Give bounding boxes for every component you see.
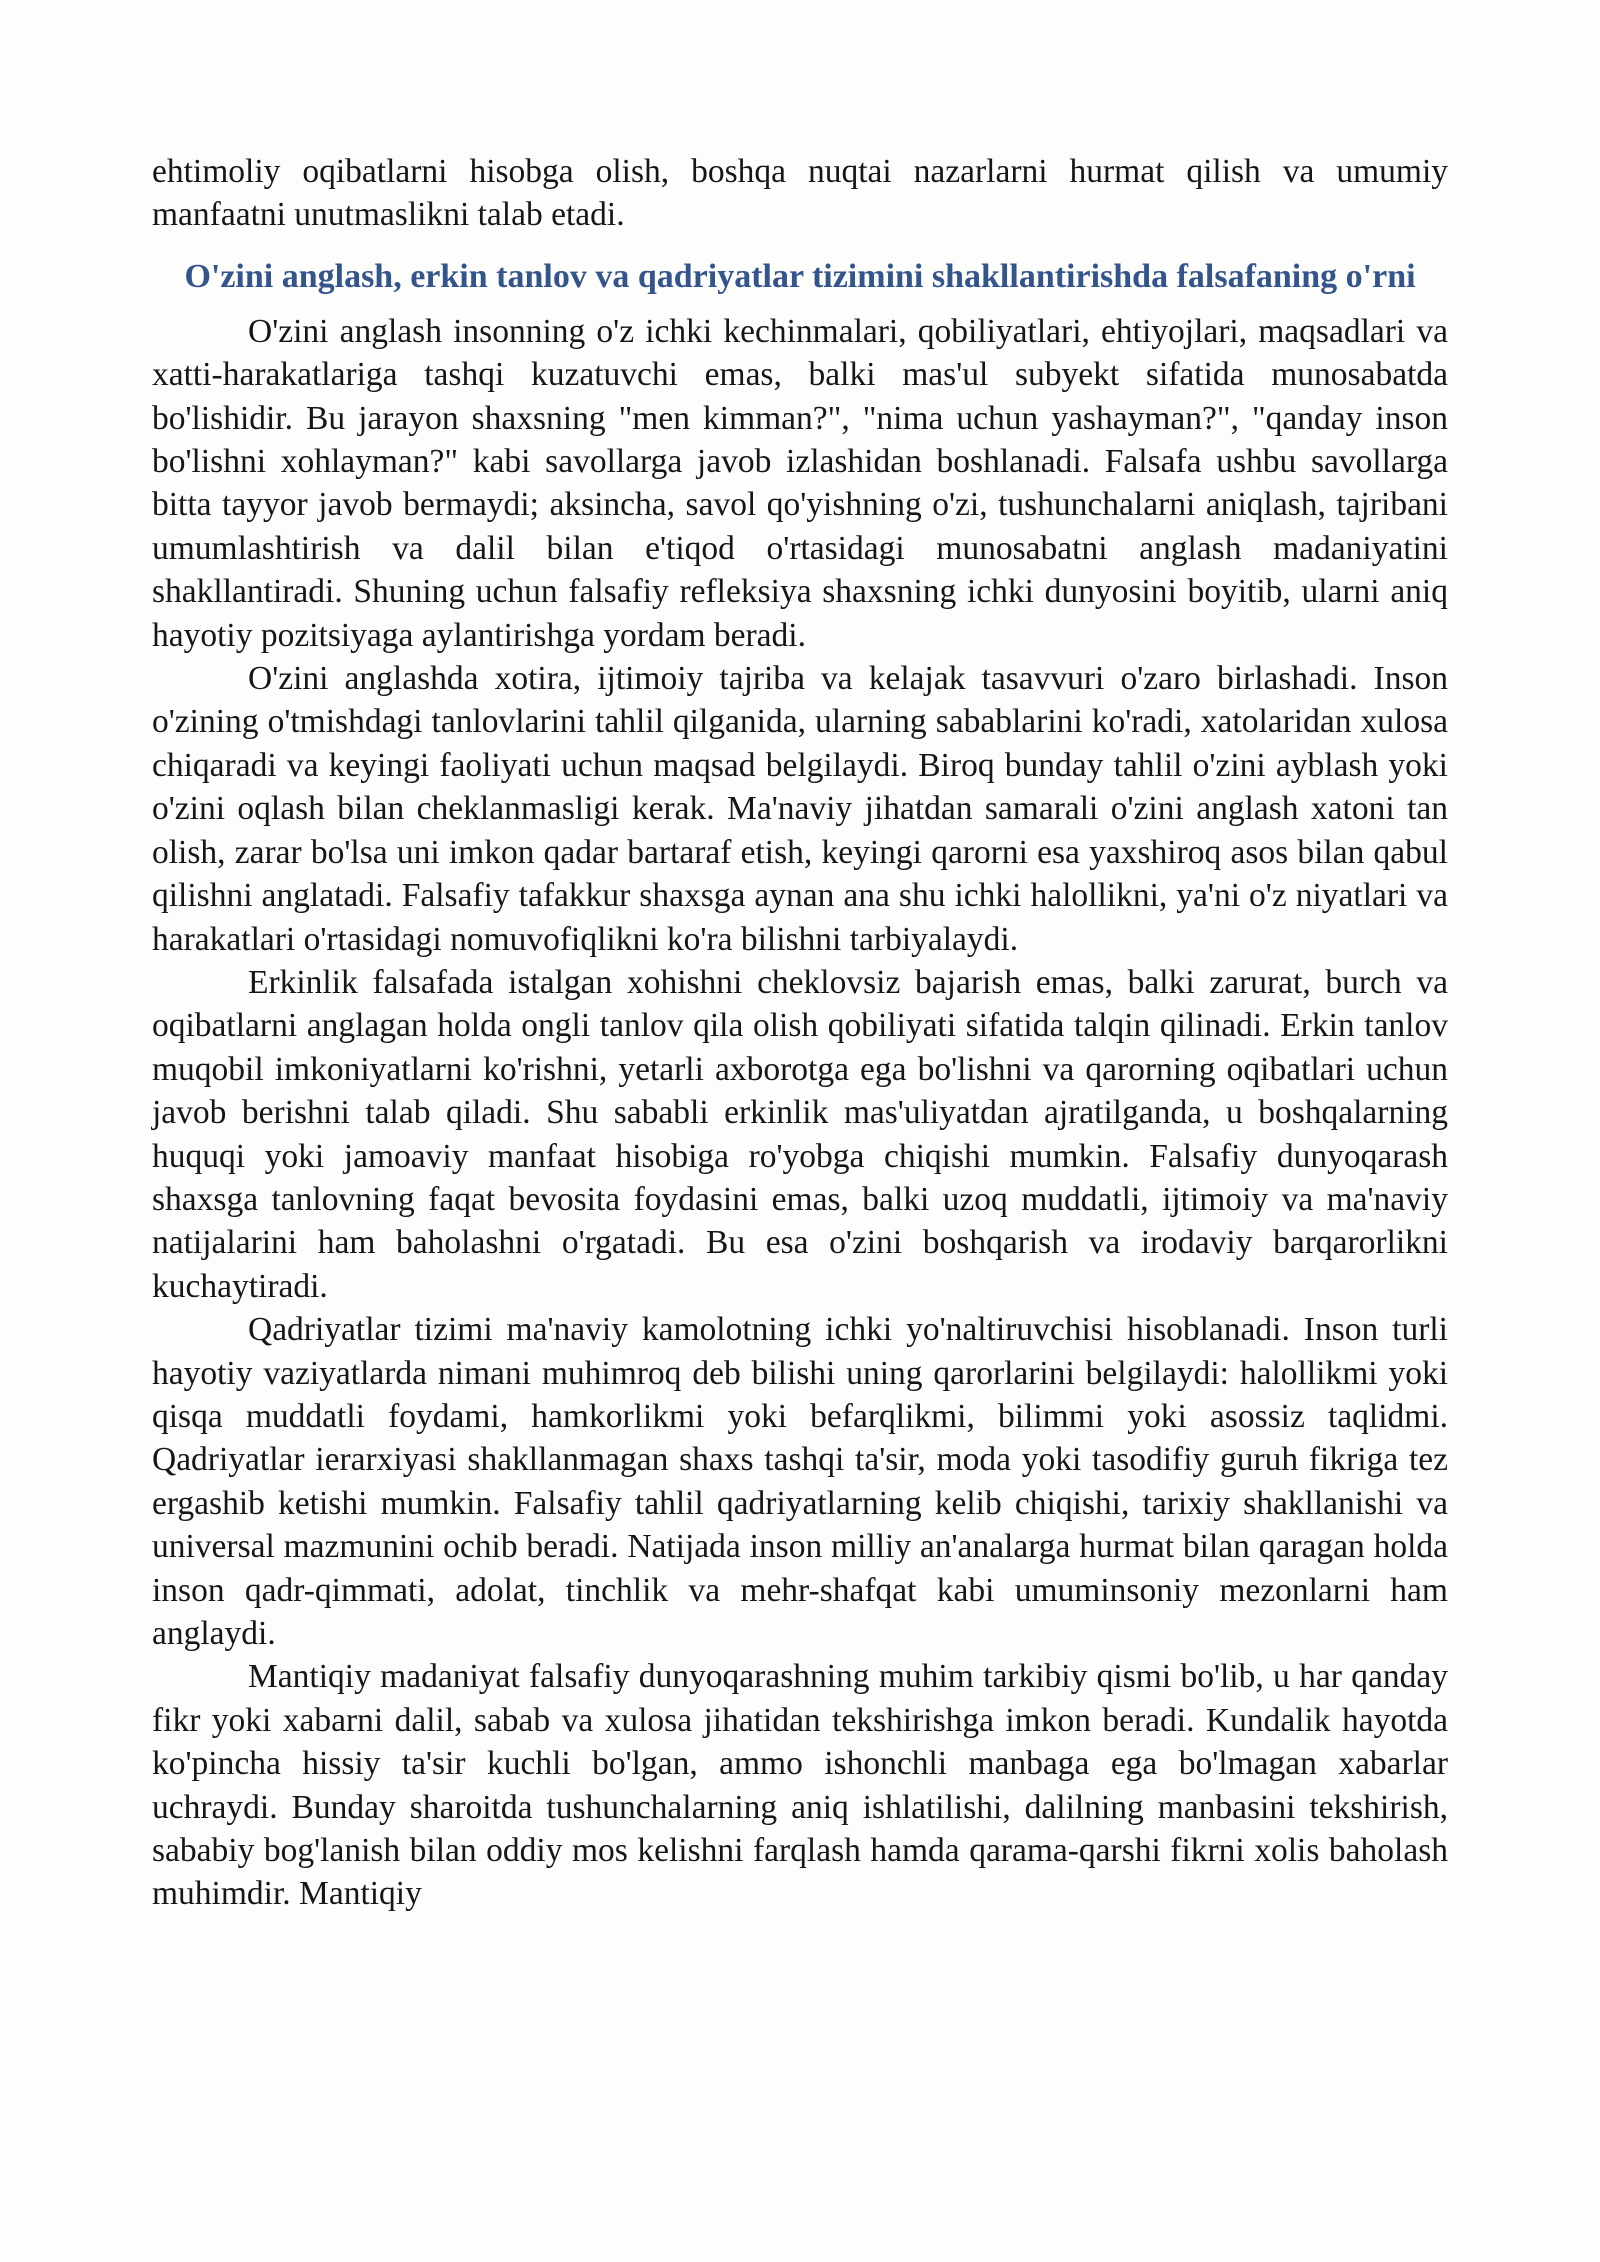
paragraph-value-system: Qadriyatlar tizimi ma'naviy kamolotning ichki yo'naltiruvchisi hisoblanadi. Inson turli hayotiy vaziyatlarda nimani muhimroq deb bilishi uning qarorlarini belgilaydi: halollikmi yoki qisqa muddatli foydami, hamkorlikmi yoki befarqlikmi, bilimmi yoki asossiz taqlidmi. Qadriyatlar ierarxiyasi shakllanmagan shaxs tashqi ta'sir, moda yoki tasodifiy guruh fikriga tez ergashib ketishi mumkin. Falsafiy tahlil qadriyatlarning kelib chiqishi, tarixiy shakllanishi va universal mazmunini ochib beradi. Natijada inson milliy an'analarga hurmat bilan qaragan holda inson qadr-qimmati, adolat, tinchlik va mehr-shafqat kabi umuminsoniy mezonlarni ham anglaydi. xyxy=(152,1311,1448,1652)
section-heading: O'zini anglash, erkin tanlov va qadriyatlar tizimini shakllantirishda falsafaning o'rni xyxy=(184,257,1416,295)
document-page xyxy=(152,150,1448,1916)
intro-paragraph: ehtimoliy oqibatlarni hisobga olish, boshqa nuqtai nazarlarni hurmat qilish va umumiy manfaatni unutmaslikni talab etadi. xyxy=(152,153,1448,234)
paragraph-logical-culture: Mantiqiy madaniyat falsafiy dunyoqarashning muhim tarkibiy qismi bo'lib, u har qanday fikr yoki xabarni dalil, sabab va xulosa jihatidan tekshirishga imkon beradi. Kundalik hayotda ko'pincha hissiy ta'sir kuchli bo'lgan, ammo ishonchli manbaga ega bo'lmagan xabarlar uchraydi. Bunday sharoitda tushunchalarning aniq ishlatilishi, dalilning manbasini tekshirish, sababiy bog'lanish bilan oddiy mos kelishni farqlash hamda qarama-qarshi fikrni xolis baholash muhimdir. Mantiqiy xyxy=(152,1658,1448,1913)
paragraph-self-awareness: O'zini anglash insonning o'z ichki kechinmalari, qobiliyatlari, ehtiyojlari, maqsadlari va xatti-harakatlariga tashqi kuzatuvchi emas, balki mas'ul subyekt sifatida munosabatda bo'lishidir. Bu jarayon shaxsning "men kimman?", "nima uchun yashayman?", "qanday inson bo'lishni xohlayman?" kabi savollarga javob izlashidan boshlanadi. Falsafa ushbu savollarga bitta tayyor javob bermaydi; aksincha, savol qo'yishning o'zi, tushunchalarni aniqlash, tajribani umumlashtirish va dalil bilan e'tiqod o'rtasidagi munosabatni anglash madaniyatini shakllantiradi. Shuning uchun falsafiy refleksiya shaxsning ichki dunyosini boyitib, ularni aniq hayotiy pozitsiyaga aylantirishga yordam beradi. xyxy=(152,312,1448,654)
paragraph-freedom-choice: Erkinlik falsafada istalgan xohishni cheklovsiz bajarish emas, balki zarurat, burch va oqibatlarni anglagan holda ongli tanlov qila olish qobiliyati sifatida talqin qilinadi. Erkin tanlov muqobil imkoniyatlarni ko'rishni, yetarli axborotga ega bo'lishni va qarorning oqibatlari uchun javob berishni talab qiladi. Shu sababli erkinlik mas'uliyatdan ajratilganda, u boshqalarning huquqi yoki jamoaviy manfaat hisobiga ro'yobga chiqishi mumkin. Falsafiy dunyoqarash shaxsga tanlovning faqat bevosita foydasini emas, balki uzoq muddatli, ijtimoiy va ma'naviy natijalarini ham baholashni o'rgatadi. Bu esa o'zini boshqarish va irodaviy barqarorlikni kuchaytiradi. xyxy=(152,963,1448,1305)
paragraph-memory-experience: O'zini anglashda xotira, ijtimoiy tajriba va kelajak tasavvuri o'zaro birlashadi. Inson o'zining o'tmishdagi tanlovlarini tahlil qilganida, ularning sabablarini ko'radi, xatolaridan xulosa chiqaradi va keyingi faoliyati uchun maqsad belgilaydi. Biroq bunday tahlil o'zini ayblash yoki o'zini oqlash bilan cheklanmasligi kerak. Ma'naviy jihatdan samarali o'zini anglash xatoni tan olish, zarar bo'lsa uni imkon qadar bartaraf etish, keyingi qarorni esa yaxshiroq asos bilan qabul qilishni anglatadi. Falsafiy tafakkur shaxsga aynan ana shu ichki halollikni, ya'ni o'z niyatlari va harakatlari o'rtasidagi nomuvofiqlikni ko'ra bilishni tarbiyalaydi. xyxy=(152,660,1448,958)
